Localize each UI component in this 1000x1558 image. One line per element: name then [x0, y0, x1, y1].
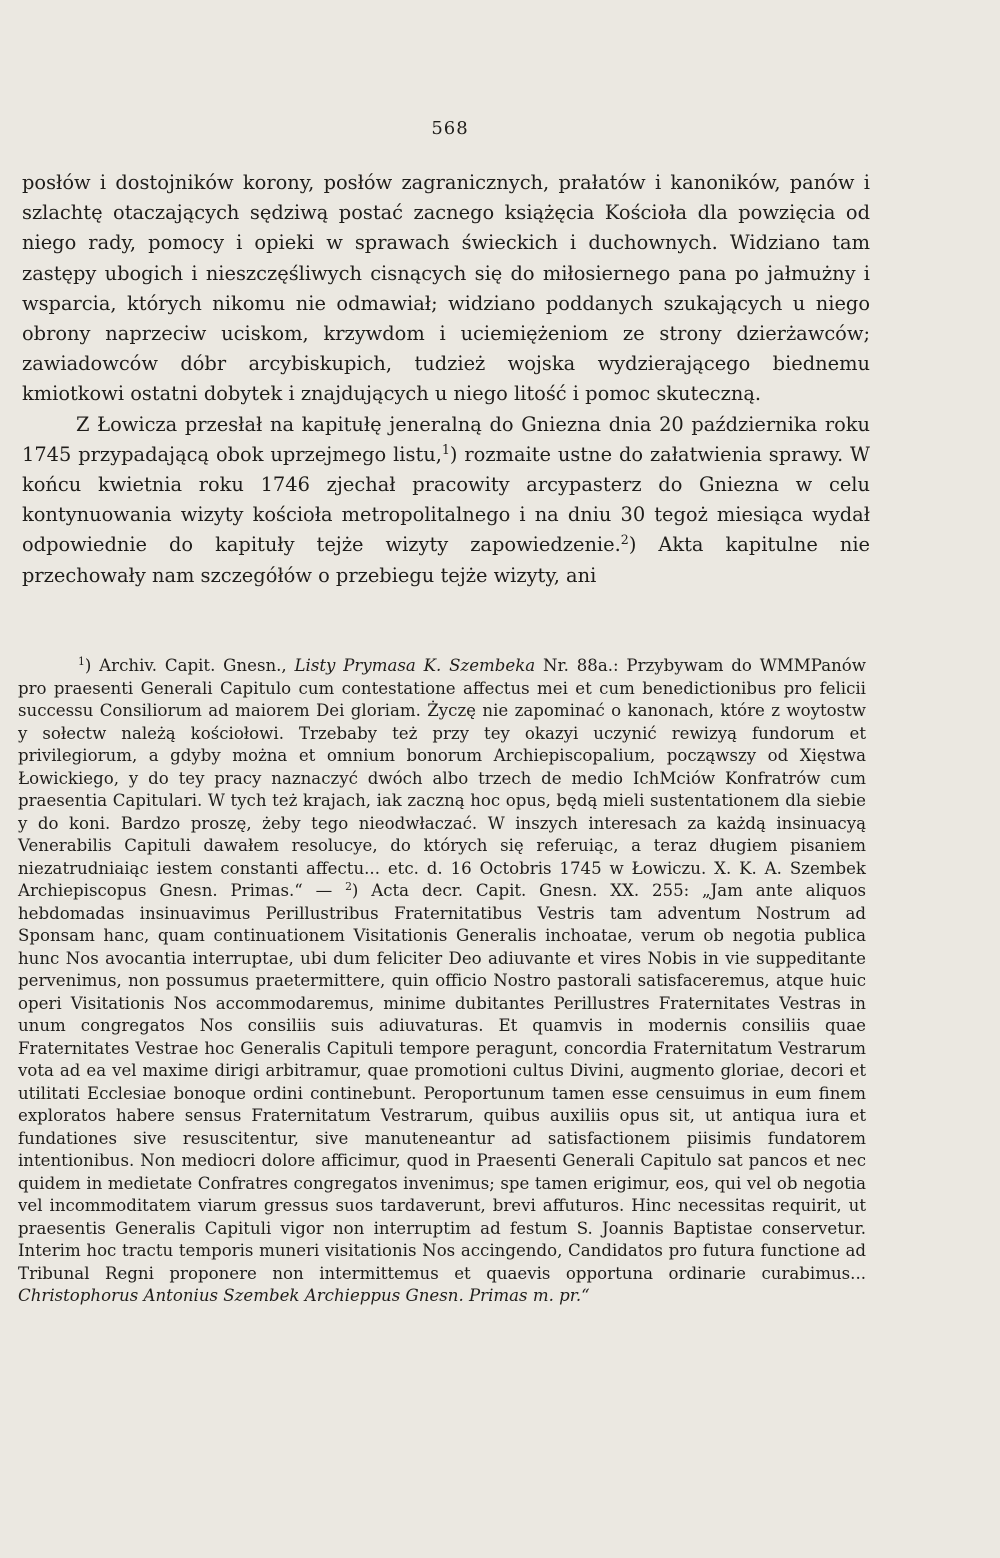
paragraph-2-text-a: Z Łowicza przesłał na kapitułę jeneralną do Gniezna dnia 20 października roku 1745 przypadającą obok uprzejmego listu, [22, 412, 870, 466]
paragraph-1: posłów i dostojników korony, posłów zagranicznych, prałatów i kanoników, panów i szlachtę otaczających sędziwą postać zacnego książęcia Kościoła dla powzięcia od niego rady, pomocy i opieki w sprawach świeckich i duchownych. Widziano tam zastępy ubogich i nieszczęśliwych cisnących się do miłosiernego pana po jałmużny i wsparcia, których nikomu nie odmawiał; widziano poddanych szukających u niego obrony naprzeciw uciskom, krzywdom i uciemiężeniom ze strony dzierżawców; zawiadowców dóbr arcybiskupich, tudzież wojska wydzierającego biednemu kmiotkowi ostatni dobytek i znajdujących u niego litość i pomoc skuteczną. [22, 171, 870, 406]
footnotes [18, 655, 866, 1308]
footnote-1-source: ) Archiv. Capit. Gnesn., [84, 656, 295, 675]
footnote-1-title: Listy Prymasa K. Szembeka [294, 656, 536, 675]
footnote-block [18, 655, 866, 1308]
footnote-1-text: Nr. 88a.: Przybywam do WMMPanów pro praesenti Generali Capitulo cum contestatione affectus mei et cum benedictionibus pro felicii successu Consiliorum ad maiorem Dei gloriam. Życzę nie zapominać o kanonach, które z woytostw y sołectw należą kościołowi. Trzebaby też przy tey okazyi uczynić rewizyą fundorum et privilegiorum, a gdyby można et omnium bonorum Archiepiscopalium, począwszy od Xięstwa Łowickiego, y do tey pracy naznaczyć dwóch albo trzech de medio IchMciów Konfratrów cum praesentia Capitulari. W tych też krajach, iak zaczną hoc opus, będą mieli sustentationem dla siebie y do koni. Bardzo proszę, żeby tego nieodwłaczać. W inszych interesach za każdą insinuacyą Venerabilis Capituli dawałem resolucye, do których się referuiąc, a teraz długiem pisaniem niezatrudniaiąc iestem constanti affectu... etc. d. 16 Octobris 1745 w Łowiczu. X. K. A. Szembek Archiepiscopus Gnesn. Primas.“ — [18, 656, 866, 900]
page-number: 568 [431, 118, 469, 139]
footnote-2-marker: 2 [345, 880, 352, 894]
paragraph-2-text-c: ) Akta kapitulne nie przechowały nam szczegółów o przebiegu tejże wizyty, ani [22, 533, 870, 587]
paragraph-2-text-b: ) rozmaite ustne do załatwienia sprawy. W końcu kwietnia roku 1746 zjechał pracowity arcypasterz do Gniezna w celu kontynuowania wizyty kościoła metropolitalnego i na dniu 30 tegoż miesiąca wydał odpowiednie do kapituły tejże wizyty zapowiedzenie. [22, 442, 870, 557]
footnote-ref-2: 2 [620, 532, 629, 548]
footnote-1-marker: 1 [78, 655, 85, 669]
paragraph-2 [22, 410, 870, 591]
footnote-2-signature: Christophorus Antonius Szembek Archieppus Gnesn. Primas m. pr.“ [18, 1286, 590, 1305]
footnote-ref-1: 1 [441, 441, 450, 457]
footnote-2-text: ) Acta decr. Capit. Gnesn. XX. 255: „Jam ante aliquos hebdomadas insinuavimus Perillustribus Fraternitatibus Vestris tam adventum Nostrum ad Sponsam hanc, quam continuationem Visitationis Generalis inchoatae, verum ob negotia publica hunc Nos avocantia interruptae, ubi dum feliciter Deo adiuvante et vires Nobis in vie suppeditante pervenimus, non possumus praetermittere, quin officio Nostro pastorali satisfaceremus, atque huic operi Visitationis Nos accommodaremus, minime dubitantes Perillustres Fraternitates Vestras in unum congregatos Nos consiliis suis adiuvaturas. Et quamvis in modernis consiliis quae Fraternitates Vestrae hoc Generalis Capituli tempore peragunt, concordia Fraternitatum Vestrarum vota ad ea vel maxime dirigi arbitramur, quae promotioni cultus Divini, augmento gloriae, decori et utilitati Ecclesiae bonoque ordini continebunt. Peroportunum tamen esse censuimus in eum finem exploratos habere sensus Fraternitatum Vestrarum, quibus auxiliis opus sit, ut antiqua iura et fundationes sive resuscitentur, sive manuteneantur ad satisfactionem piisimis fundatorem intentionibus. Non mediocri dolore afficimur, quod in Praesenti Generali Capitulo sat pancos et nec quidem in medietate Confratres congregatos invenimus; spe tamen erigimur, eos, qui vel ob negotia vel incommoditatem viarum gressus suos tardaverunt, brevi affuturos. Hinc necessitas requirit, ut praesentis Generalis Capituli vigor non interruptim ad festum S. Joannis Baptistae conservetur. Interim hoc tractu temporis muneri visitationis Nos accingendo, Candidatos pro futura functione ad Tribunal Regni proponere non intermittemus et quaevis opportuna ordinarie curabimus... [18, 881, 866, 1283]
main-text [22, 168, 870, 591]
